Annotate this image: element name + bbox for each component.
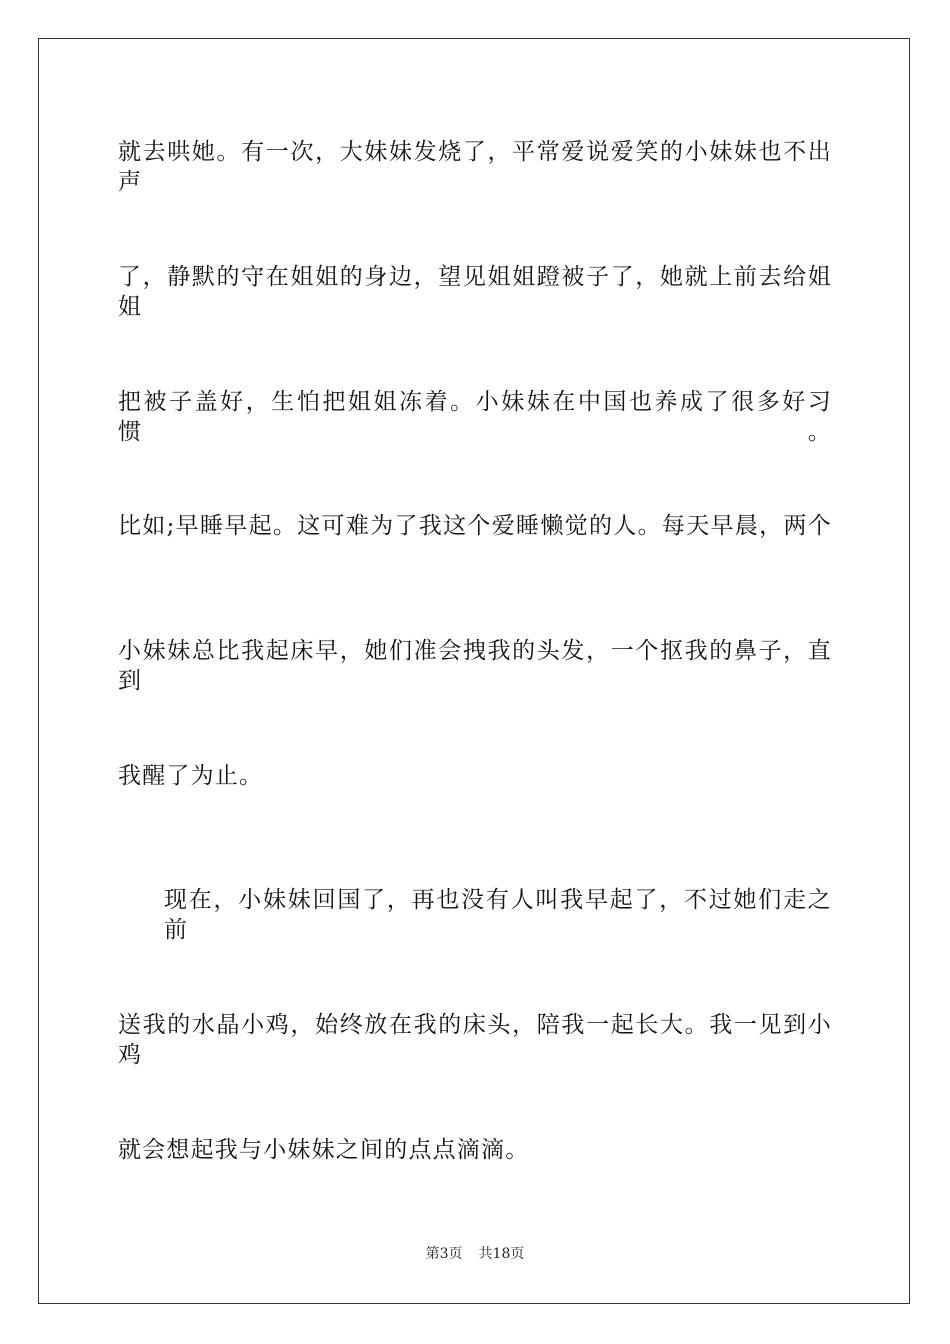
page-total: 共18页 (478, 1246, 525, 1262)
paragraph-line-3: 把被子盖好，生怕把姐姐冻着。小妹妹在中国也养成了很多好习惯。 (118, 389, 832, 445)
page-number: 第3页 (425, 1246, 463, 1262)
paragraph-line-8: 送我的水晶小鸡，始终放在我的床头，陪我一起长大。我一见到小鸡 (118, 1012, 832, 1068)
paragraph-line-7: 现在，小妹妹回国了，再也没有人叫我早起了，不过她们走之前 (164, 887, 832, 943)
paragraph-line-1: 就去哄她。有一次，大妹妹发烧了，平常爱说爱笑的小妹妹也不出声 (118, 139, 832, 195)
paragraph-line-5: 小妹妹总比我起床早，她们准会拽我的头发，一个抠我的鼻子，直到 (118, 638, 832, 694)
paragraph-line-6: 我醒了为止。 (118, 763, 264, 789)
paragraph-line-2: 了，静默的守在姐姐的身边，望见姐姐蹬被子了，她就上前去给姐姐 (118, 264, 832, 320)
paragraph-line-9: 就会想起我与小妹妹之间的点点滴滴。 (118, 1137, 530, 1163)
page-footer (0, 1245, 950, 1263)
paragraph-line-4: 比如;早睡早起。这可难为了我这个爱睡懒觉的人。每天早晨，两个 (118, 513, 832, 539)
